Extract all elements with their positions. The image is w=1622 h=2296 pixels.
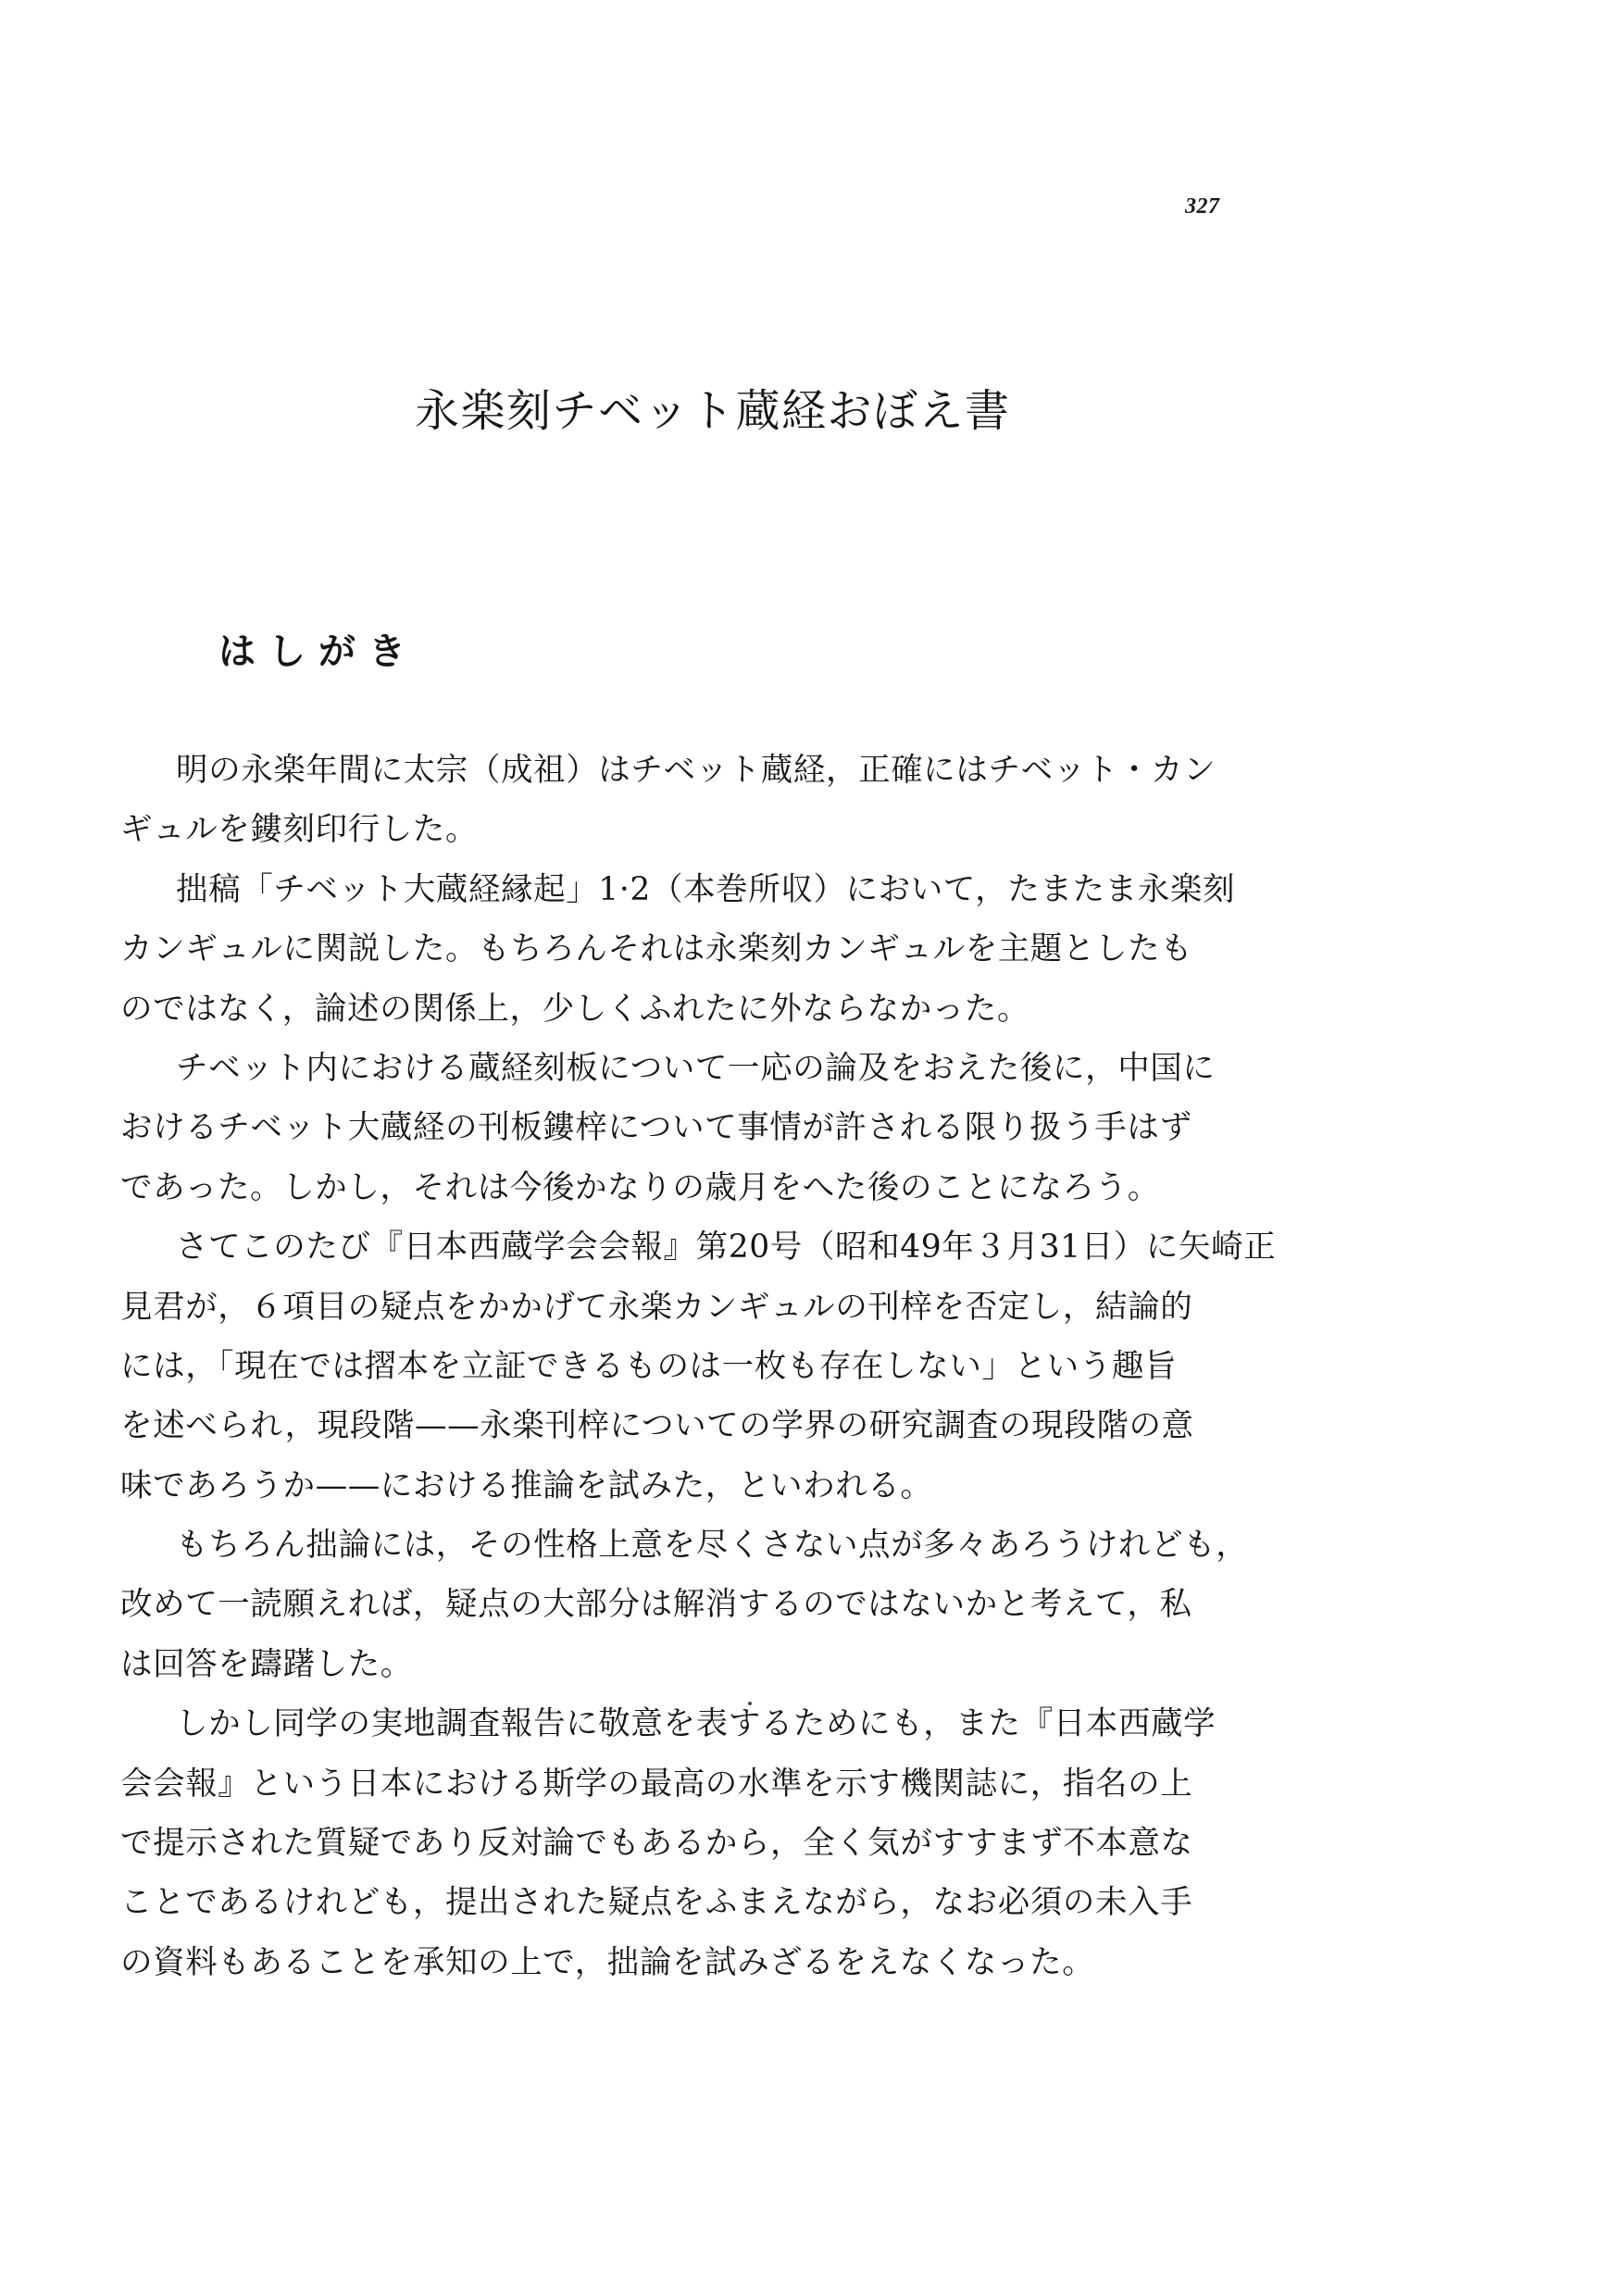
paragraph-line: ことであるけれども，提出された疑点をふまえながら，なお必須の未入手 (120, 1884, 1193, 1922)
body-text (120, 741, 1305, 1992)
paragraph-line: 拙稿「チベット大蔵経縁起」1·2（本巻所収）において，たまたま永楽刻 (176, 870, 1236, 908)
paragraph-line: さてこのたび『日本西蔵学会会報』第20号（昭和49年３月31日）に矢崎正 (176, 1229, 1277, 1267)
paragraph-line: チベット内における蔵経刻板について一応の論及をおえた後に，中国に (176, 1049, 1216, 1087)
paragraph-line: には，「現在では摺本を立証できるものは一枚も存在しない」という趣旨 (120, 1347, 1178, 1385)
paragraph-line: 改めて一読願えれば，疑点の大部分は解消するのではないかと考えて，私 (120, 1586, 1192, 1624)
section-heading: はしがき (218, 630, 418, 673)
paragraph-line: しかし同学の実地調査報告に敬意を表するためにも，また『日本西蔵学 (176, 1705, 1216, 1743)
paragraph-line: カンギュルに関説した。もちろんそれは永楽刻カンギュルを主題としたも (120, 930, 1193, 968)
paragraph-line: 見君が，６項目の疑点をかかげて永楽カンギュルの刊梓を否定し，結論的 (120, 1288, 1193, 1326)
paragraph-line: 味であろうか——における推論を試みた，といわれる。 (120, 1466, 933, 1504)
paragraph-line: 会会報』という日本における斯学の最高の水準を示す機関誌に，指名の上 (120, 1765, 1193, 1803)
paragraph-line: のではなく，論述の関係上，少しくふれたに外ならなかった。 (120, 990, 1030, 1028)
paragraph-line: 明の永楽年間に太宗（成祖）はチベット蔵経，正確にはチベット・カン (176, 752, 1216, 789)
paragraph-line: は回答を躊躇した。 (120, 1645, 413, 1683)
paragraph-line: の資料もあることを承知の上で，拙論を試みざるをえなくなった。 (120, 1943, 1095, 1981)
paragraph-line: であった。しかし，それは今後かなりの歳月をへた後のことになろう。 (120, 1168, 1160, 1206)
paragraph-line: ギュルを鏤刻印行した。 (120, 811, 479, 849)
paragraph-line: おけるチベット大蔵経の刊板鏤梓について事情が許される限り扱う手はず (120, 1109, 1192, 1147)
paragraph-line: で提示された質疑であり反対論でもあるから，全く気がすすまず不本意な (120, 1825, 1193, 1863)
paragraph-line: もちろん拙論には，その性格上意を尽くさない点が多々あろうけれども， (176, 1527, 1249, 1565)
page-number: 327 (1185, 194, 1220, 218)
paragraph-line: を述べられ，現段階——永楽刊梓についての学界の研究調査の現段階の意 (120, 1407, 1194, 1445)
article-title: 永楽刻チベット蔵経おぼえ書 (415, 385, 1011, 437)
scan-speck (748, 1702, 752, 1705)
